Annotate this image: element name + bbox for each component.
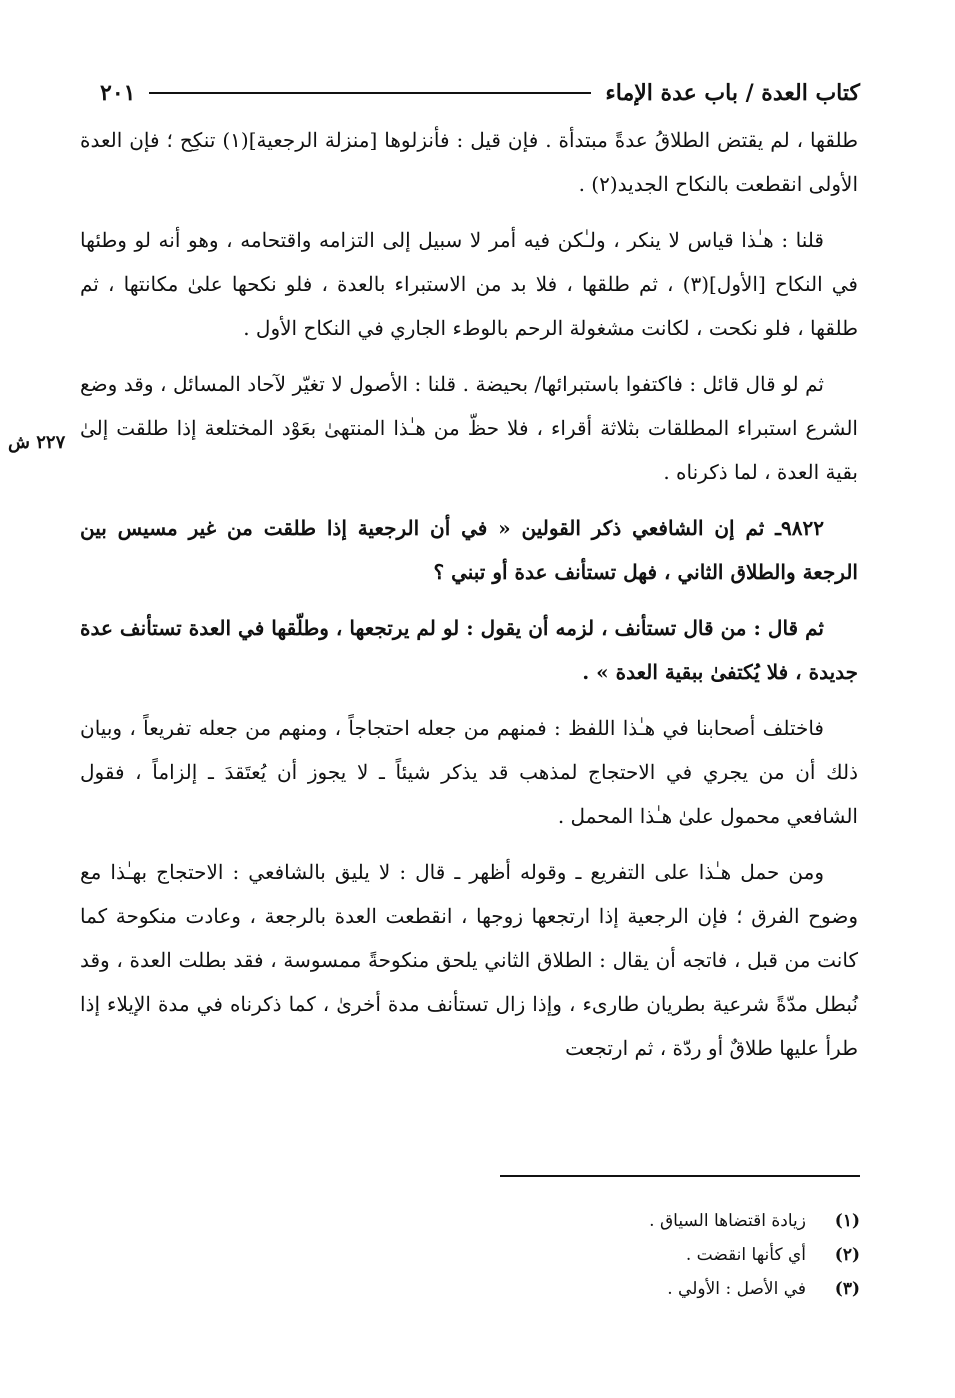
footnote-number: (٣)	[834, 1279, 860, 1299]
footnote-text: في الأصل : الأولي .	[667, 1279, 806, 1299]
footnote-text: زيادة اقتضاها السياق .	[649, 1211, 806, 1231]
paragraph: طلقها ، لم يقتض الطلاقُ عدةً مبتدأة . فإن قيل : فأنزلوها [منزلة الرجعية](١) تنكِح ؛ فإن العدة الأولى انقطعت بالنكاح الجديد(٢) .	[80, 128, 858, 196]
main-text	[80, 118, 858, 1082]
footnote	[80, 1204, 860, 1238]
footnote-number: (١)	[834, 1211, 860, 1231]
header-rule	[149, 92, 591, 94]
running-header	[100, 76, 860, 110]
footnote-text: أي كأنها انقضت .	[685, 1245, 806, 1265]
footnote-number: (٢)	[834, 1245, 860, 1265]
footnote-separator	[500, 1175, 860, 1177]
footnote	[80, 1272, 860, 1306]
margin-manuscript-ref: ٢٢٧ ش	[8, 432, 66, 453]
page-number: ٢٠١	[100, 80, 136, 106]
book-title: كتاب العدة / باب عدة الإماء	[605, 80, 860, 106]
paragraph-quoted-text: ثم قال : من قال تستأنف ، لزمه أن يقول : لو لم يرتجعها ، وطلّقها في العدة تستأنف عدة جديدة ، فلا يُكتفىٰ ببقية العدة » .	[80, 616, 858, 684]
footnotes	[80, 1204, 860, 1306]
paragraph: ومن حمل هـٰذا على التفريع ـ وقوله أظهر ـ قال : لا يليق بالشافعي : الاحتجاج بهـٰذا مع وضوح الفرق ؛ فإن الرجعية إذا ارتجعها زوجها ، انقطعت العدة بالرجعة ، وعادت منكوحة كما كانت من قبل ، فاتجه أن يقال : الطلاق الثاني يلحق منكوحةً ممسوسة ، فقد بطلت العدة ، وقد نُبطل مدّةً شرعية بطريان طارىء ، وإذا زال تستأنف مدة أخرىٰ ، كما ذكرناه في مدة الإيلاء إذا طرأ عليها طلاقٌ أو ردّة ، ثم ارتجعت	[80, 860, 858, 1060]
paragraph: قلنا : هـٰذا قياس لا ينكر ، ولـٰكن فيه أمر لا سبيل إلى التزامه واقتحامه ، وهو أنه لو وطئها في النكاح [الأول](٣) ، ثم طلقها ، فلا بد من الاستبراء بالعدة ، فلو نكحها علىٰ مكانتها ، ثم طلقها ، فلو نكحت ، لكانت مشغولة الرحم بالوطء الجاري في النكاح الأول .	[80, 228, 858, 340]
paragraph: ثم لو قال قائل : فاكتفوا باستبرائها/ بحيضة . قلنا : الأصول لا تغيّر لآحاد المسائل ، وقد وضع الشرع استبراء المطلقات بثلاثة أقراء ، فلا حظّ من هـٰذا المنتهىٰ بعَوْد المختلعة إذا طلقت إلىٰ بقية العدة ، لما ذكرناه .	[80, 372, 858, 484]
paragraph-quoted-text: ٩٨٢٢ـ ثم إن الشافعي ذكر القولين « في أن الرجعية إذا طلقت من غير مسيس بين الرجعة والطلاق الثاني ، فهل تستأنف عدة أو تبني ؟	[80, 516, 858, 584]
footnote	[80, 1238, 860, 1272]
paragraph: فاختلف أصحابنا في هـٰذا اللفظ : فمنهم من جعله احتجاجاً ، ومنهم من جعله تفريعاً ، وبيان ذلك أن من يجري في الاحتجاج لمذهب قد يذكر شيئاً ـ لا يجوز أن يُعتَقدَ ـ إلزاماً ، فقول الشافعي محمول علىٰ هـٰذا المحمل .	[80, 716, 858, 828]
